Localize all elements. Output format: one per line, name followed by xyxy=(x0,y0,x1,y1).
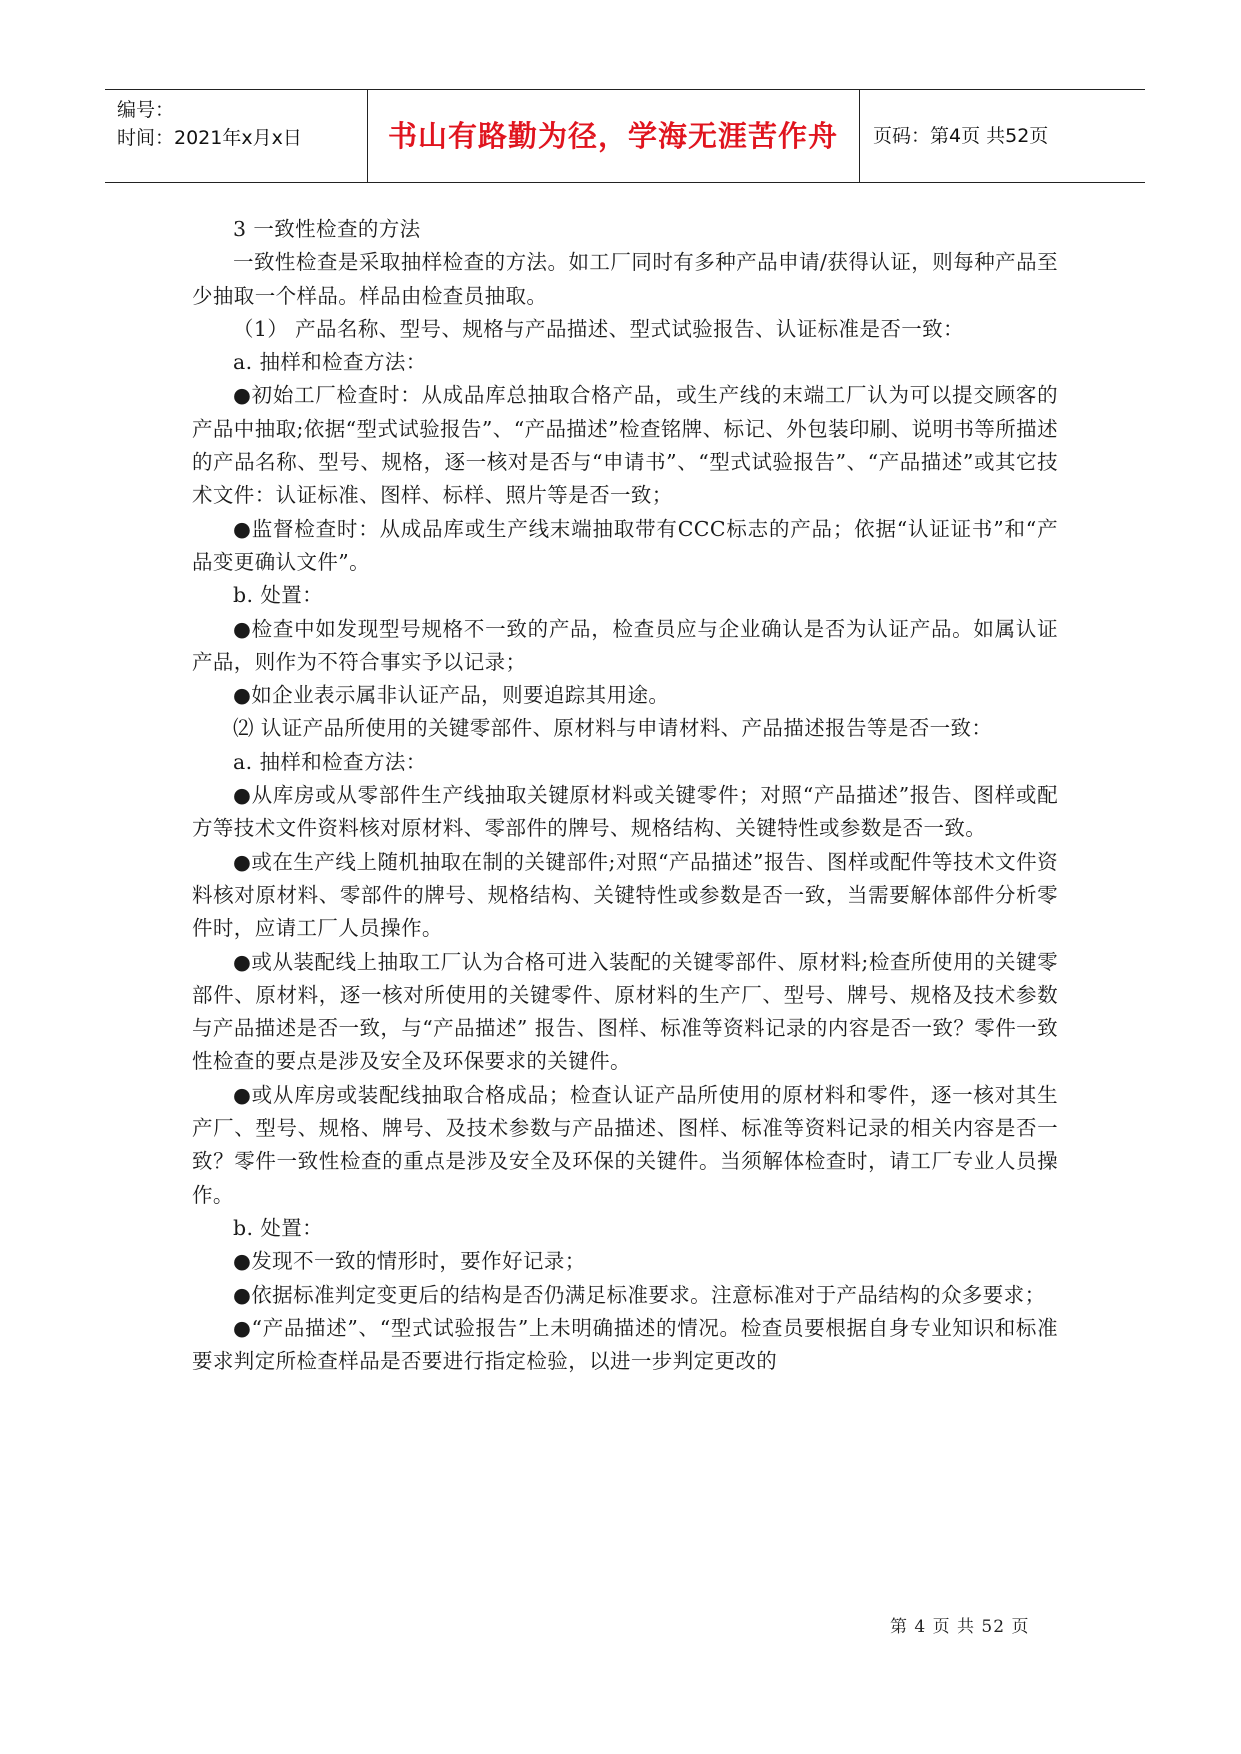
paragraph: 一致性检查是采取抽样检查的方法。如工厂同时有多种产品申请/获得认证，则每种产品至少抽取一个样品。样品由检查员抽取。 xyxy=(192,250,1058,308)
bullet-paragraph: ●如企业表示属非认证产品，则要追踪其用途。 xyxy=(233,683,670,708)
document-body xyxy=(192,213,1058,1378)
paragraph: b. 处置： xyxy=(233,583,324,608)
section-heading: 3 一致性检查的方法 xyxy=(233,217,421,241)
header-page-code: 页码：第4页 共52页 xyxy=(873,125,1049,147)
paragraph: b. 处置： xyxy=(233,1215,324,1240)
bullet-paragraph: ●或从装配线上抽取工厂认为合格可进入装配的关键零部件、原材料;检查所使用的关键零部件、原材料，逐一核对所使用的关键零件、原材料的生产厂、型号、牌号、规格及技术参数与产品描述是否一致，与“产品描述” 报告、图样、标准等资料记录的内容是否一致？零件一致性检查的要点是涉及安全及环保要求的关键件。 xyxy=(192,949,1058,1074)
header-divider-right xyxy=(859,90,860,182)
bullet-paragraph: ●“产品描述”、“型式试验报告”上未明确描述的情况。检查员要根据自身专业知识和标准要求判定所检查样品是否要进行指定检验，以进一步判定更改的 xyxy=(192,1315,1058,1374)
header-motto: 书山有路勤为径，学海无涯苦作舟 xyxy=(387,119,838,153)
bullet-paragraph: ●检查中如发现型号规格不一致的产品，检查员应与企业确认是否为认证产品。如属认证产品，则作为不符合事实予以记录； xyxy=(192,616,1058,674)
paragraph: ⑵ 认证产品所使用的关键零部件、原材料与申请材料、产品描述报告等是否一致： xyxy=(233,716,993,741)
paragraph: （1） 产品名称、型号、规格与产品描述、型式试验报告、认证标准是否一致： xyxy=(233,316,964,341)
bullet-paragraph: ●或在生产线上随机抽取在制的关键部件;对照“产品描述”报告、图样或配件等技术文件资料核对原材料、零部件的牌号、规格结构、关键特性或参数是否一致，当需要解体部件分析零件时，应请工厂人员操作。 xyxy=(192,849,1058,941)
bullet-paragraph: ●从库房或从零部件生产线抽取关键原材料或关键零件；对照“产品描述”报告、图样或配方等技术文件资料核对原材料、零部件的牌号、规格结构、关键特性或参数是否一致。 xyxy=(192,783,1058,841)
bullet-paragraph: ●依据标准判定变更后的结构是否仍满足标准要求。注意标准对于产品结构的众多要求； xyxy=(233,1282,1046,1307)
paragraph: a. 抽样和检查方法： xyxy=(233,749,427,774)
bullet-paragraph: ●发现不一致的情形时，要作好记录； xyxy=(233,1249,586,1274)
page-header xyxy=(105,89,1145,183)
header-meta xyxy=(117,96,302,152)
bullet-paragraph: ●监督检查时：从成品库或生产线末端抽取带有CCC标志的产品；依据“认证证书”和“产品变更确认文件”。 xyxy=(192,516,1058,574)
header-date: 时间：2021年x月x日 xyxy=(117,127,302,149)
paragraph: a. 抽样和检查方法： xyxy=(233,350,427,375)
bullet-paragraph: ●初始工厂检查时：从成品库总抽取合格产品，或生产线的末端工厂认为可以提交顾客的产品中抽取;依据“型式试验报告”、“产品描述”检查铭牌、标记、外包装印刷、说明书等所描述的产品名称、型号、规格，逐一核对是否与“申请书”、“型式试验报告”、“产品描述”或其它技术文件：认证标准、图样、标样、照片等是否一致； xyxy=(192,383,1058,508)
page-footer: 第 4 页 共 52 页 xyxy=(890,1617,1030,1637)
header-number-label: 编号： xyxy=(117,99,175,121)
bullet-paragraph: ●或从库房或装配线抽取合格成品；检查认证产品所使用的原材料和零件，逐一核对其生产厂、型号、规格、牌号、及技术参数与产品描述、图样、标准等资料记录的相关内容是否一致？零件一致性检查的重点是涉及安全及环保的关键件。当须解体检查时，请工厂专业人员操作。 xyxy=(192,1082,1058,1207)
